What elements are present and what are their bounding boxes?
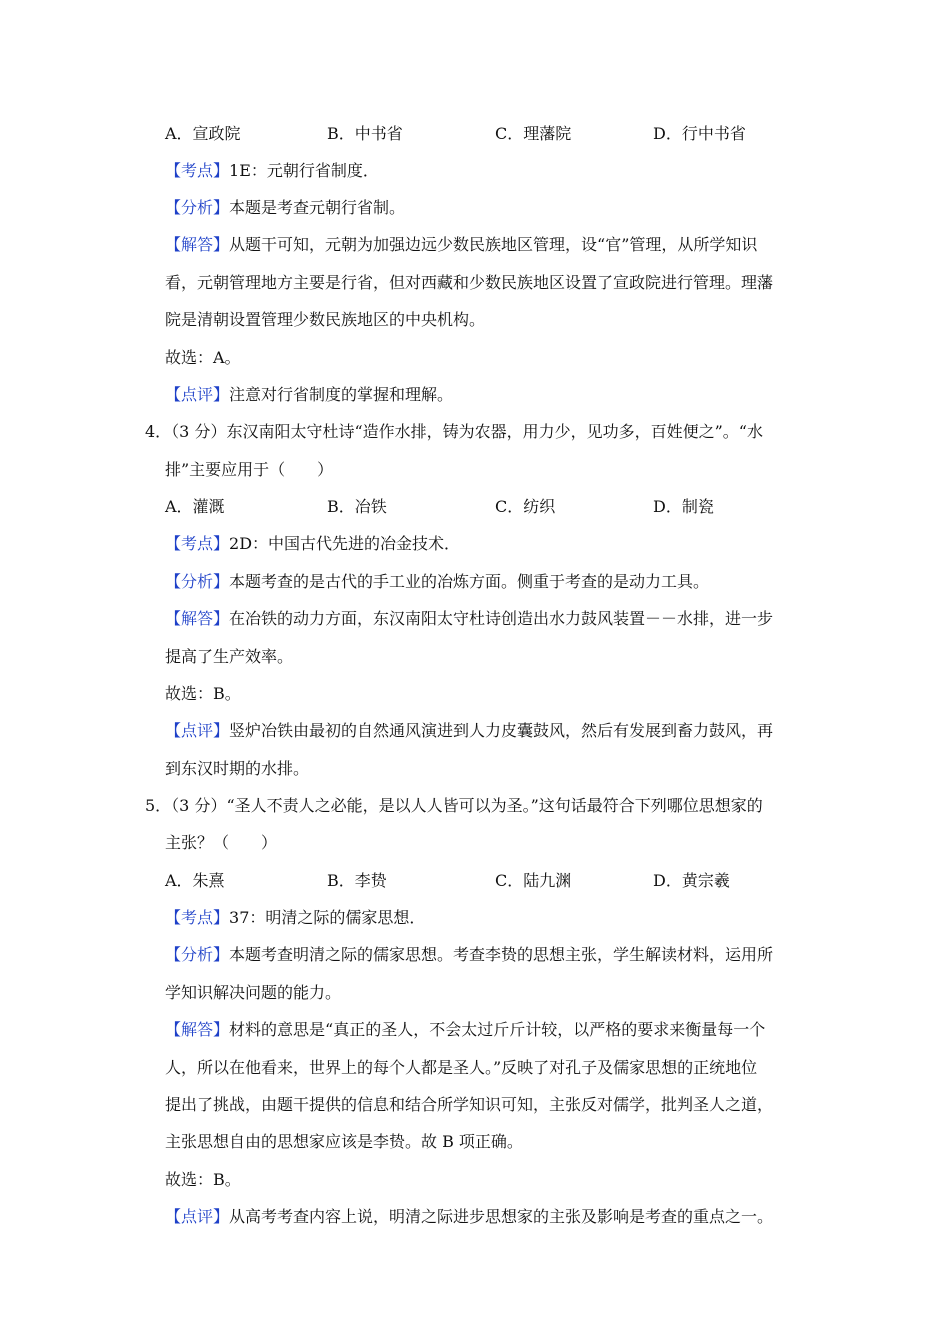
jieda-tag: 【解答】 [165, 235, 230, 254]
q5-jieda: 【解答】材料的意思是“真正的圣人，不会太过斤斤计较，以严格的要求来衡量每一个 [165, 1020, 766, 1039]
q4-jieda-line-2: 提高了生产效率。 [165, 647, 294, 666]
q3-jieda-line-3: 院是清朝设置管理少数民族地区的中央机构。 [165, 310, 486, 329]
kaodian-tag: 【考点】 [165, 908, 230, 927]
q4-stem: 4．（3 分）东汉南阳太守杜诗“造作水排，铸为农器，用力少，见功多，百姓便之”。“水 [145, 422, 763, 441]
q5-kaodian: 【考点】37：明清之际的儒家思想． [165, 908, 426, 927]
q4-dianping-line-2: 到东汉时期的水排。 [165, 759, 310, 778]
q5-option-b[interactable]: B．李贽 [327, 871, 387, 890]
q5-stem: 5．（3 分）“圣人不责人之必能，是以人人皆可以为圣。”这句话最符合下列哪位思想家的 [145, 796, 763, 815]
dianping-tag: 【点评】 [165, 721, 230, 740]
q5-jieda-line-2: 人，所以在他看来，世界上的每个人都是圣人。”反映了对孔子及儒家思想的正统地位 [165, 1058, 758, 1077]
q3-option-c[interactable]: C．理藩院 [495, 124, 572, 143]
q3-fenxi: 【分析】本题是考查元朝行省制。 [165, 198, 406, 217]
q5-answer: 故选：B。 [165, 1170, 241, 1189]
q5-dianping: 【点评】从高考考查内容上说，明清之际进步思想家的主张及影响是考查的重点之一。 [165, 1207, 774, 1226]
jieda-tag: 【解答】 [165, 609, 230, 628]
q4-option-c[interactable]: C．纺织 [495, 497, 556, 516]
fenxi-tag: 【分析】 [165, 198, 230, 217]
q4-option-d[interactable]: D．制瓷 [653, 497, 714, 516]
q4-fenxi: 【分析】本题考查的是古代的手工业的冶炼方面。侧重于考查的是动力工具。 [165, 572, 710, 591]
q4-stem-line-2: 排”主要应用于（ ） [165, 460, 334, 479]
kaodian-tag: 【考点】 [165, 534, 230, 553]
q3-option-b[interactable]: B．中书省 [327, 124, 403, 143]
q4-jieda: 【解答】在冶铁的动力方面，东汉南阳太守杜诗创造出水力鼓风装置－－水排，进一步 [165, 609, 774, 628]
q5-fenxi: 【分析】本题考查明清之际的儒家思想。考查李贽的思想主张，学生解读材料，运用所 [165, 945, 774, 964]
q5-jieda-line-3: 提出了挑战，由题干提供的信息和结合所学知识可知，主张反对儒学，批判圣人之道， [165, 1095, 774, 1114]
q3-kaodian: 【考点】1E：元朝行省制度． [165, 161, 379, 180]
q3-dianping: 【点评】注意对行省制度的掌握和理解。 [165, 385, 454, 404]
q3-answer: 故选：A。 [165, 348, 241, 367]
dianping-tag: 【点评】 [165, 385, 230, 404]
q3-option-a[interactable]: A．宣政院 [165, 124, 241, 143]
dianping-tag: 【点评】 [165, 1207, 230, 1226]
q5-option-d[interactable]: D．黄宗羲 [653, 871, 730, 890]
q4-option-b[interactable]: B．冶铁 [327, 497, 387, 516]
q5-option-a[interactable]: A．朱熹 [165, 871, 225, 890]
q4-option-a[interactable]: A．灌溉 [165, 497, 225, 516]
q5-jieda-line-4: 主张思想自由的思想家应该是李贽。故 B 项正确。 [165, 1132, 523, 1151]
q3-option-d[interactable]: D．行中书省 [653, 124, 746, 143]
q3-jieda-line-2: 看，元朝管理地方主要是行省，但对西藏和少数民族地区设置了宣政院进行管理。理藩 [165, 273, 774, 292]
q4-kaodian: 【考点】2D：中国古代先进的冶金技术． [165, 534, 461, 553]
q5-stem-line-2: 主张？（ ） [165, 833, 278, 852]
fenxi-tag: 【分析】 [165, 945, 230, 964]
fenxi-tag: 【分析】 [165, 572, 230, 591]
q3-jieda: 【解答】从题干可知，元朝为加强边远少数民族地区管理，设“官”管理，从所学知识 [165, 235, 758, 254]
q5-fenxi-line-2: 学知识解决问题的能力。 [165, 983, 342, 1002]
jieda-tag: 【解答】 [165, 1020, 230, 1039]
q5-option-c[interactable]: C．陆九渊 [495, 871, 572, 890]
kaodian-tag: 【考点】 [165, 161, 230, 180]
q4-dianping: 【点评】竖炉冶铁由最初的自然通风演进到人力皮囊鼓风，然后有发展到畜力鼓风，再 [165, 721, 774, 740]
q4-answer: 故选：B。 [165, 684, 241, 703]
